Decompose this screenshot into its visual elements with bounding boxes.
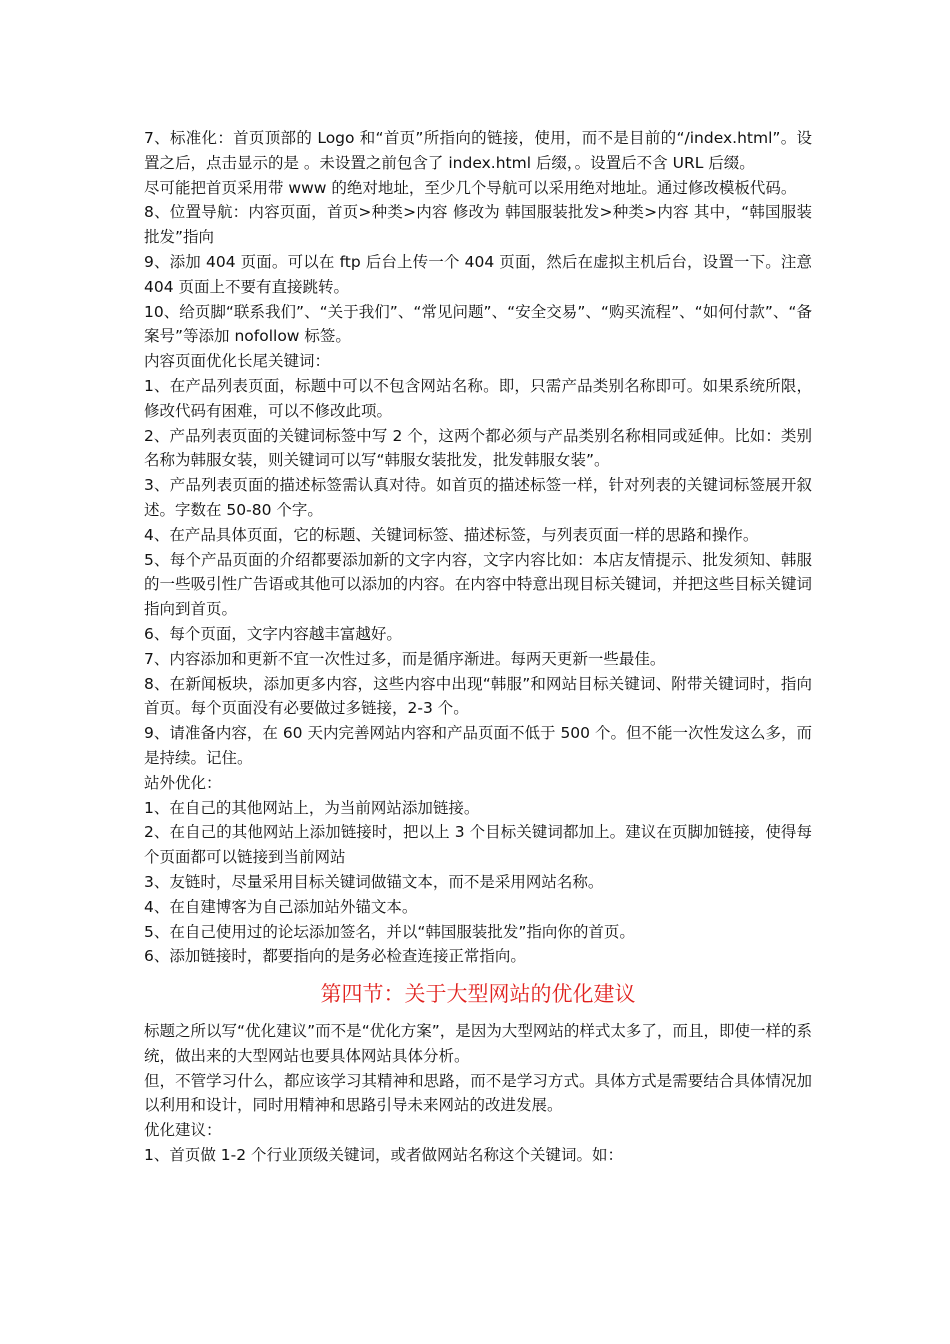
- paragraph: 标题之所以写“优化建议”而不是“优化方案”，是因为大型网站的样式太多了，而且，即使一样的系统，做出来的大型网站也要具体网站具体分析。: [144, 1022, 812, 1065]
- top-section: [144, 126, 812, 969]
- paragraph: 尽可能把首页采用带 www 的绝对地址，至少几个导航可以采用绝对地址。通过修改模板代码。: [144, 178, 797, 197]
- subheading-optimization-advice: 优化建议：: [144, 1121, 222, 1140]
- section-heading: 第四节：关于大型网站的优化建议: [320, 982, 636, 1007]
- paragraph: 9、请准备内容，在 60 天内完善网站内容和产品页面不低于 500 个。但不能一次性发这么多，而是持续。记住。: [144, 724, 812, 767]
- paragraph: 6、添加链接时，都要指向的是务必检查连接正常指向。: [144, 947, 526, 966]
- subheading-content-optimization: 内容页面优化长尾关键词：: [144, 352, 331, 371]
- subheading-offsite-optimization: 站外优化：: [144, 773, 222, 792]
- paragraph: 1、在自己的其他网站上，为当前网站添加链接。: [144, 798, 480, 817]
- document-page: [144, 126, 812, 1168]
- bottom-section: [144, 1019, 812, 1168]
- paragraph: 7、内容添加和更新不宜一次性过多，而是循序渐进。每两天更新一些最佳。: [144, 649, 666, 668]
- paragraph: 10、给页脚“联系我们”、“关于我们”、“常见问题”、“安全交易”、“购买流程”、“如何付款”、“备案号”等添加 nofollow 标签。: [144, 302, 812, 346]
- paragraph: 5、每个产品页面的介绍都要添加新的文字内容，文字内容比如：本店友情提示、批发须知、韩服的一些吸引性广告语或其他可以添加的内容。在内容中特意出现目标关键词，并把这些目标关键词指向到首页。: [144, 550, 812, 619]
- paragraph: 6、每个页面，文字内容越丰富越好。: [144, 624, 402, 643]
- paragraph: 3、产品列表页面的描述标签需认真对待。如首页的描述标签一样，针对列表的关键词标签展开叙述。字数在 50-80 个字。: [144, 476, 812, 519]
- paragraph: 4、在产品具体页面，它的标题、关键词标签、描述标签，与列表页面一样的思路和操作。: [144, 525, 759, 544]
- paragraph: 7、标准化：首页顶部的 Logo 和“首页”所指向的链接，使用，而不是目前的“/index.html”。设置之后，点击显示的是 。未设置之前包含了 index.html 后缀，。设置后不含 URL 后缀。: [144, 129, 812, 172]
- paragraph: 4、在自建博客为自己添加站外锚文本。: [144, 897, 418, 916]
- paragraph: 8、在新闻板块，添加更多内容，这些内容中出现“韩服”和网站目标关键词、附带关键词时，指向首页。每个页面没有必要做过多链接，2-3 个。: [144, 674, 812, 718]
- paragraph: 9、添加 404 页面。可以在 ftp 后台上传一个 404 页面，然后在虚拟主机后台，设置一下。注意 404 页面上不要有直接跳转。: [144, 252, 812, 296]
- paragraph: 2、产品列表页面的关键词标签中写 2 个，这两个都必须与产品类别名称相同或延伸。比如：类别名称为韩服女装，则关键词可以写“韩服女装批发，批发韩服女装”。: [144, 426, 812, 470]
- paragraph: 5、在自己使用过的论坛添加签名，并以“韩国服装批发”指向你的首页。: [144, 922, 635, 941]
- paragraph: 8、位置导航：内容页面，首页>种类>内容 修改为 韩国服装批发>种类>内容 其中，“韩国服装批发”指向: [144, 203, 812, 247]
- paragraph: 但，不管学习什么，都应该学习其精神和思路，而不是学习方式。具体方式是需要结合具体情况加以利用和设计，同时用精神和思路引导未来网站的改进发展。: [144, 1071, 812, 1115]
- paragraph: 2、在自己的其他网站上添加链接时，把以上 3 个目标关键词都加上。建议在页脚加链接，使得每个页面都可以链接到当前网站: [144, 823, 812, 867]
- paragraph: 1、在产品列表页面，标题中可以不包含网站名称。即，只需产品类别名称即可。如果系统所限，修改代码有困难，可以不修改此项。: [144, 376, 812, 420]
- paragraph: 1、首页做 1-2 个行业顶级关键词，或者做网站名称这个关键词。如：: [144, 1146, 624, 1165]
- paragraph: 3、友链时，尽量采用目标关键词做锚文本，而不是采用网站名称。: [144, 872, 604, 891]
